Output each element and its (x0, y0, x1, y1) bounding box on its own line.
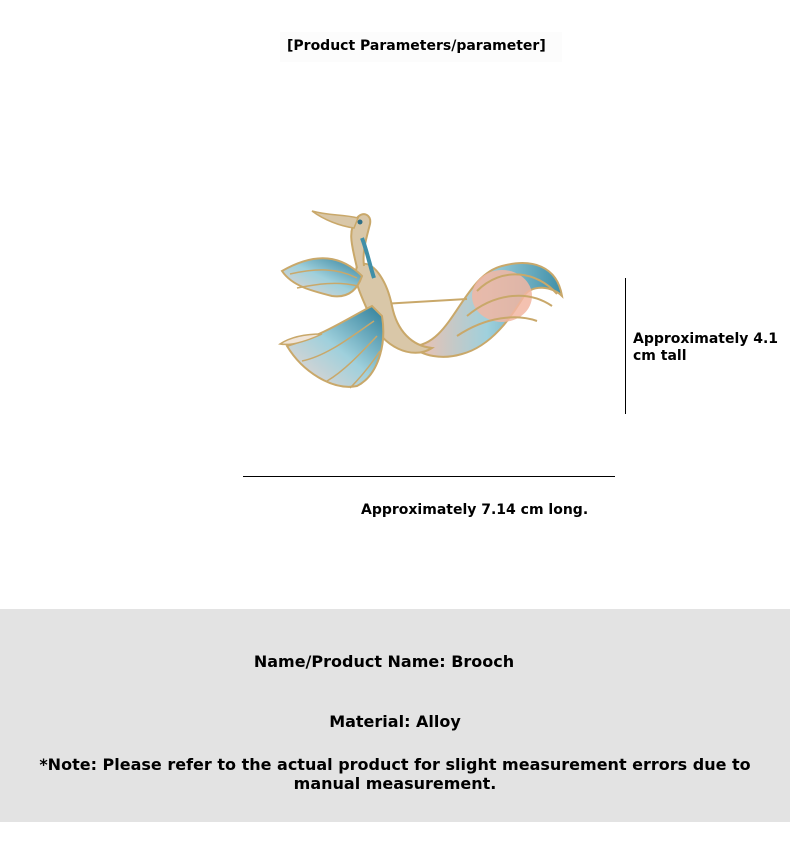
height-dimension-line (625, 278, 626, 414)
measurement-note: *Note: Please refer to the actual product for slight measurement errors due to manual measurement. (39, 755, 751, 793)
page-title: [Product Parameters/parameter] (280, 32, 562, 62)
product-name-text: Name/Product Name: Brooch (253, 652, 515, 671)
width-dimension-line (243, 476, 615, 477)
bird-brooch-image (262, 196, 580, 406)
height-dimension-label: Approximately 4.1 cm tall (633, 331, 779, 364)
product-name-line (0, 652, 790, 672)
width-dimension-label: Approximately 7.14 cm long. (361, 502, 589, 518)
product-info-panel (0, 609, 790, 822)
material-line: Material: Alloy (329, 712, 461, 731)
